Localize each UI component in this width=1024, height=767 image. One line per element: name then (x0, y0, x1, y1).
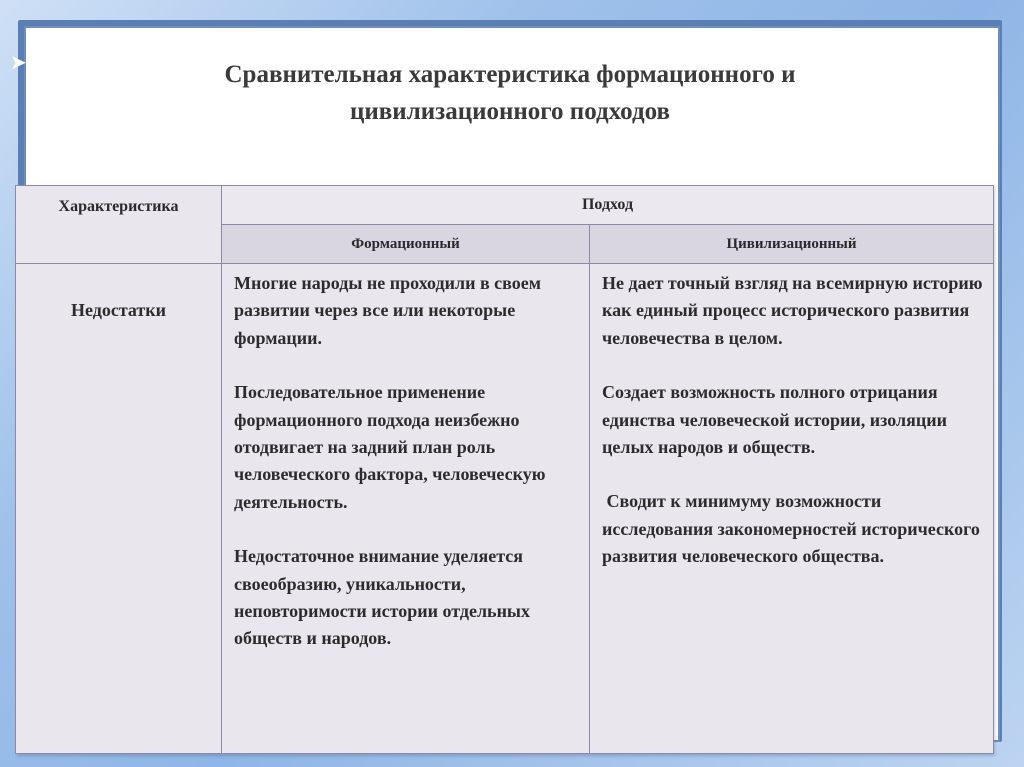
header-approach: Подход (222, 186, 994, 225)
table-row (16, 264, 994, 754)
slide-title (24, 56, 996, 130)
formational-point-2: Последовательное применение формационного подхода неизбежно отодвигает на задний план роль человеческого фактора, человеческую деятельность. (234, 382, 546, 512)
comparison-table (15, 185, 994, 754)
formational-cell (222, 264, 590, 754)
header-civilizational: Цивилизационный (590, 225, 994, 264)
title-line-2: цивилизационного подходов (350, 98, 670, 125)
header-characteristic: Характеристика (16, 186, 222, 264)
arrow-cursor-icon: ➤ (10, 52, 27, 74)
title-line-1: Сравнительная характеристика формационного и (224, 61, 796, 88)
formational-point-3: Недостаточное внимание уделяется своеобразию, уникальности, неповторимости истории отдельных обществ и народов. (234, 546, 530, 649)
comparison-table-container (15, 185, 993, 754)
civilizational-point-3: Сводит к минимуму возможности исследования закономерностей исторического развития человеческого общества. (602, 491, 985, 567)
civilizational-point-2: Создает возможность полного отрицания единства человеческой истории, изоляции целых народов и обществ. (602, 382, 947, 458)
civilizational-point-1: Не дает точный взгляд на всемирную историю как единый процесс исторического развития человечества в целом. (602, 273, 983, 348)
civilizational-cell (590, 264, 994, 754)
formational-point-1: Многие народы не проходили в своем развитии через все или некоторые формации. (234, 273, 542, 348)
row-label-disadvantages: Недостатки (16, 264, 222, 754)
header-formational: Формационный (222, 225, 590, 264)
